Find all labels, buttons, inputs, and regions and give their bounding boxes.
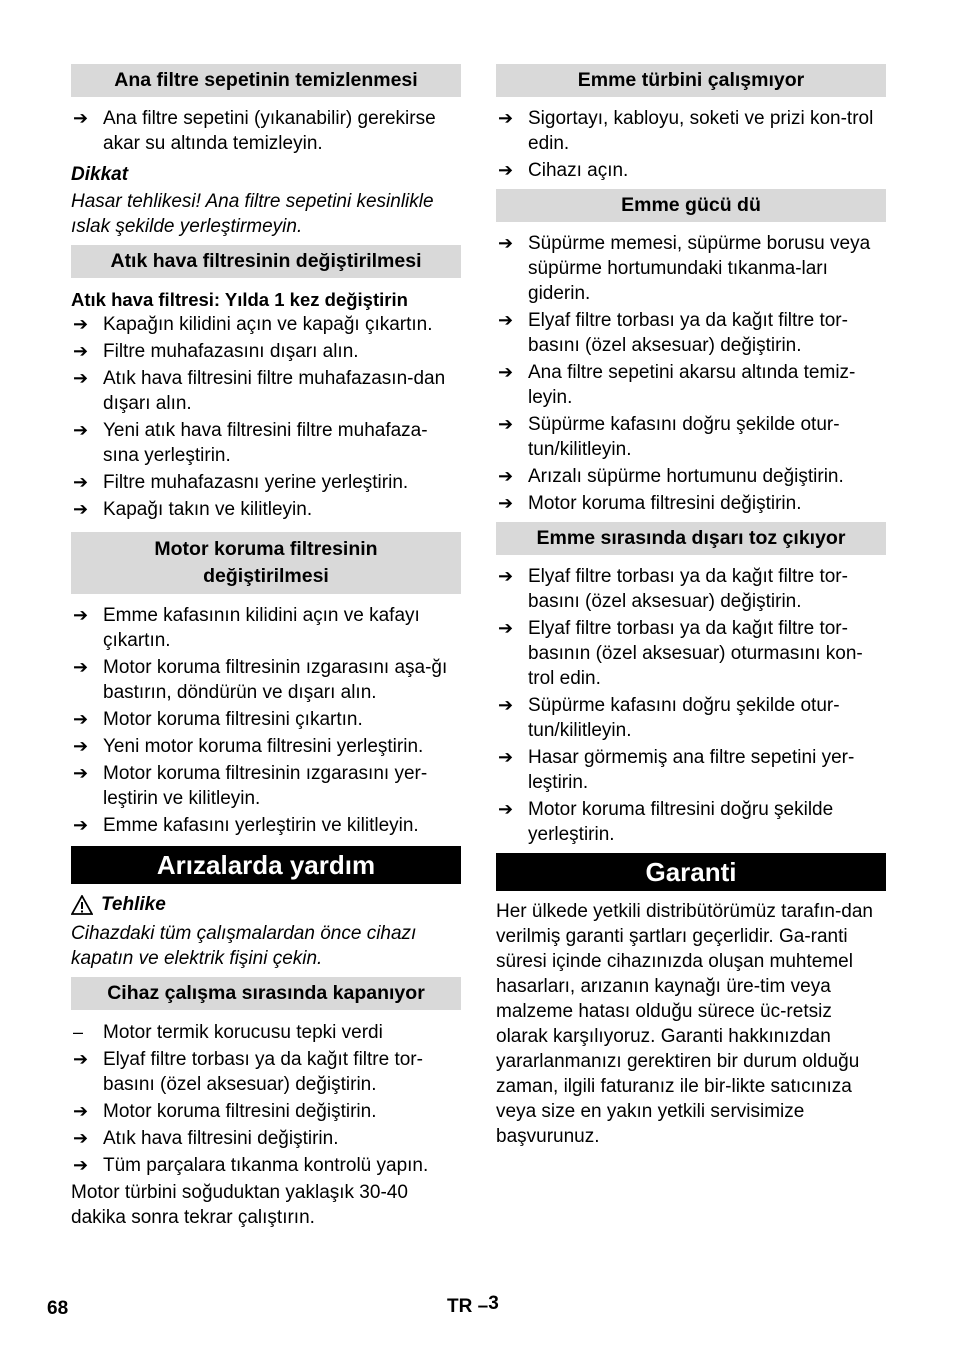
arrow-right-icon: ➔ [498,362,514,382]
list-item-text: Atık hava filtresini filtre muhafazasın-dan dışarı alın. [103,368,446,414]
section-heading: Cihaz çalışma sırasında kapanıyor [71,977,461,1010]
list-item [496,693,886,743]
bullet-list [71,106,461,156]
bullet-list [71,603,461,838]
list-item-text: Emme kafasının kilidini açın ve kafayı çıkartın. [103,605,420,651]
list-item-text: Kapağı takın ve kilitleyin. [103,499,313,520]
arrow-right-icon: ➔ [73,368,89,388]
list-item [496,231,886,306]
caution-title: Dikkat [71,164,129,185]
list-item-text: Motor koruma filtresini çıkartın. [103,709,363,730]
arrow-right-icon: ➔ [498,566,514,586]
arrow-right-icon: ➔ [498,799,514,819]
list-item [71,339,461,364]
list-item-text: Hasar görmemiş ana filtre sepetini yer-leştirin. [528,747,855,793]
arrow-right-icon: ➔ [73,499,89,519]
list-item-text: Elyaf filtre torbası ya da kağıt filtre tor-basının (özel aksesuar) oturmasını kon-trol edin. [528,618,863,689]
dash-text: Motor termik korucusu tepki verdi [103,1022,383,1043]
list-item [496,797,886,847]
arrow-right-icon: ➔ [498,466,514,486]
list-item [496,564,886,614]
list-item-text: Kapağın kilidini açın ve kapağı çıkartın. [103,314,433,335]
footer-sep: – [477,1296,489,1317]
bullet-list [71,312,461,522]
list-item-text: Elyaf filtre torbası ya da kağıt filtre tor-basını (özel aksesuar) değiştirin. [528,310,848,356]
arrow-right-icon: ➔ [73,1155,89,1175]
footer-num: 3 [488,1293,499,1314]
arrow-right-icon: ➔ [73,314,89,334]
list-item-text: Tüm parçalara tıkanma kontrolü yapın. [103,1155,429,1176]
list-item [71,761,461,811]
list-item-text: Yeni motor koruma filtresini yerleştirin. [103,736,424,757]
page-number: 68 [47,1298,69,1319]
list-item [71,497,461,522]
danger-text: Cihazdaki tüm çalışmalardan önce cihazı kapatın ve elektrik fişini çekin. [71,923,417,969]
arrow-right-icon: ➔ [498,493,514,513]
arrow-right-icon: ➔ [498,618,514,638]
section-heading: Atık hava filtresinin değiştirilmesi [71,245,461,278]
list-item [71,1047,461,1097]
guarantee-text: Her ülkede yetkili distribütörümüz tarafın-dan verilmiş garanti şartları geçerlidir. Ga-ranti süresi içinde cihazınızda oluşan muhtemel hasarları, arızanın kaynağı üre-tim veya malzeme hatası olduğu sürece üc-retsiz olarak karşılıyoruz. Garanti hakkınızdan yararlanmanızı gerektiren bir durum olduğu zaman, ilgili faturanız ile bir-likte satıcınıza veya size en yakın yetkili servisimize başvurunuz. [496,901,874,1147]
list-item [496,158,886,183]
arrow-right-icon: ➔ [73,1101,89,1121]
list-item-text: Arızalı süpürme hortumunu değiştirin. [528,466,844,487]
list-item-text: Motor koruma filtresinin ızgarasını aşa-ğı bastırın, döndürün ve dışarı alın. [103,657,448,703]
arrow-right-icon: ➔ [498,310,514,330]
note-text: Motor türbini soğuduktan yaklaşık 30-40 dakika sonra tekrar çalıştırın. [71,1182,408,1228]
list-item [71,734,461,759]
list-item [496,491,886,516]
arrow-right-icon: ➔ [73,763,89,783]
arrow-right-icon: ➔ [73,341,89,361]
list-item-text: Motor koruma filtresini doğru şekilde yerleştirin. [528,799,834,845]
arrow-right-icon: ➔ [498,695,514,715]
list-item-text: Atık hava filtresini değiştirin. [103,1128,339,1149]
list-item [496,616,886,691]
list-item [71,312,461,337]
left-column [71,64,461,1236]
arrow-right-icon: ➔ [73,815,89,835]
list-item [71,1126,461,1151]
list-item-text: Ana filtre sepetini akarsu altında temiz-leyin. [528,362,856,408]
section-heading: Ana filtre sepetinin temizlenmesi [71,64,461,97]
list-item [71,1099,461,1124]
bullet-list [496,106,886,183]
list-item-text: Yeni atık hava filtresini filtre muhafaza-sına yerleştirin. [103,420,428,466]
caution-text: Hasar tehlikesi! Ana filtre sepetini kesinlikle ıslak şekilde yerleştirmeyin. [71,191,434,237]
list-item [496,412,886,462]
danger-label [71,892,461,917]
arrow-right-icon: ➔ [498,108,514,128]
list-item-text: Cihazı açın. [528,160,629,181]
arrow-right-icon: ➔ [73,605,89,625]
arrow-right-icon: ➔ [73,1128,89,1148]
list-item-text: Elyaf filtre torbası ya da kağıt filtre tor-basını (özel aksesuar) değiştirin. [103,1049,423,1095]
arrow-right-icon: ➔ [73,736,89,756]
section-heading: Emme gücü dü [496,189,886,222]
arrow-right-icon: ➔ [73,709,89,729]
arrow-right-icon: ➔ [73,657,89,677]
list-item-text: Filtre muhafazasını dışarı alın. [103,341,359,362]
list-item-text: Motor koruma filtresini değiştirin. [528,493,802,514]
list-item [71,418,461,468]
list-item [71,366,461,416]
footer-label [447,1293,499,1318]
list-item-text: Filtre muhafazasnı yerine yerleştirin. [103,472,409,493]
arrow-right-icon: ➔ [73,1049,89,1069]
list-item-text: Süpürme kafasını doğru şekilde otur-tun/kilitleyin. [528,695,840,741]
arrow-right-icon: ➔ [498,414,514,434]
list-item [71,655,461,705]
arrow-right-icon: ➔ [73,108,89,128]
list-item-text: Süpürme memesi, süpürme borusu veya süpürme hortumundaki tıkanma-ları giderin. [528,233,871,304]
list-item [71,813,461,838]
list-item [496,308,886,358]
dash-item [71,1020,461,1045]
dash-mark: – [73,1022,84,1042]
arrow-right-icon: ➔ [498,160,514,180]
footer-lang: TR [447,1296,473,1317]
section-heading: Motor koruma filtresinin değiştirilmesi [71,532,461,594]
section-heading: Emme türbini çalışmıyor [496,64,886,97]
list-item [71,707,461,732]
main-heading: Arızalarda yardım [71,846,461,884]
list-item-text: Sigortayı, kabloyu, soketi ve prizi kon-trol edin. [528,108,874,154]
main-heading: Garanti [496,853,886,891]
list-item [71,603,461,653]
list-item [71,470,461,495]
list-item [496,360,886,410]
list-item-text: Elyaf filtre torbası ya da kağıt filtre tor-basını (özel aksesuar) değiştirin. [528,566,848,612]
right-column [496,64,886,1155]
list-item-text: Motor koruma filtresini değiştirin. [103,1101,377,1122]
bullet-list [496,564,886,847]
list-item [71,1153,461,1178]
bullet-list [71,1047,461,1178]
list-item [496,745,886,795]
bullet-list [496,231,886,516]
arrow-right-icon: ➔ [73,420,89,440]
arrow-right-icon: ➔ [73,472,89,492]
list-item [496,464,886,489]
subheading: Atık hava filtresi: Yılda 1 kez değiştirin [71,289,408,310]
list-item [496,106,886,156]
list-item-text: Emme kafasını yerleştirin ve kilitleyin. [103,815,419,836]
danger-title: Tehlike [101,894,166,915]
arrow-right-icon: ➔ [498,747,514,767]
arrow-right-icon: ➔ [498,233,514,253]
list-item [71,106,461,156]
list-item-text: Motor koruma filtresinin ızgarasını yer-leştirin ve kilitleyin. [103,763,428,809]
section-heading: Emme sırasında dışarı toz çıkıyor [496,522,886,555]
list-item-text: Süpürme kafasını doğru şekilde otur-tun/kilitleyin. [528,414,840,460]
list-item-text: Ana filtre sepetini (yıkanabilir) gerekirse akar su altında temizleyin. [103,108,436,154]
warning-triangle-icon [71,895,93,915]
